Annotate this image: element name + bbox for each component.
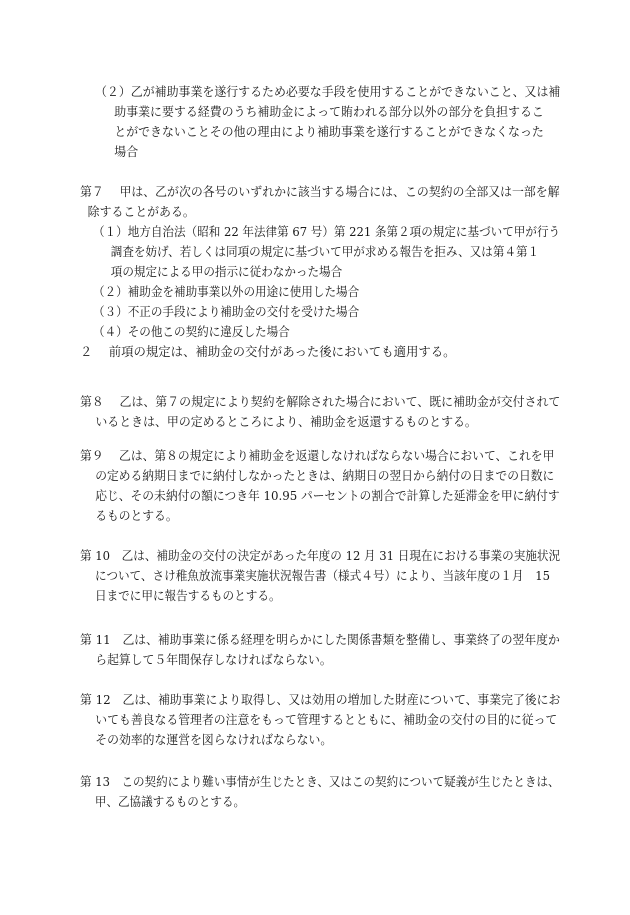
text-line: 第９ 乙は、第８の規定により補助金を返還しなければならない場合において、これを甲 <box>80 448 555 463</box>
article-13 <box>80 772 595 812</box>
text-line: の定める納期日までに納付しなかったときは、納期日の翌日から納付の日までの日数に <box>95 468 555 483</box>
text-line: 第 12 乙は、補助事業により取得し、又は効用の増加した財産について、事業完了後にお <box>80 692 561 707</box>
text-line: について、さけ稚魚放流事業実施状況報告書（様式４号）により、当該年度の１月 15 <box>94 568 550 583</box>
text-line: （２）乙が補助事業を遂行するため必要な手段を使用することができないこと、又は補 <box>95 84 561 99</box>
prior-item-2 <box>95 82 578 162</box>
article-8 <box>80 392 579 432</box>
text-line: 甲、乙協議するものとする。 <box>94 794 246 809</box>
text-line: ２ 前項の規定は、補助金の交付があった後においても適用する。 <box>80 344 456 359</box>
article-12 <box>80 690 582 750</box>
list-item: （２）補助金を補助事業以外の用途に使用した場合 <box>93 284 360 299</box>
text-line: 第 13 この契約により難い事情が生じたとき、又はこの契約について疑義が生じたときは、 <box>80 774 560 789</box>
article-7 <box>80 182 580 222</box>
text-line: 場合 <box>114 144 139 159</box>
article-7-items <box>93 222 593 342</box>
text-line: 第 11 乙は、補助事業に係る経理を明らかにした関係書類を整備し、事業終了の翌年度か <box>80 632 560 647</box>
text-line: いても善良なる管理者の注意をもって管理するとともに、補助金の交付の目的に従って <box>95 712 558 727</box>
text-line: その効率的な運営を図らなければならない。 <box>95 732 333 747</box>
text-line: 第８ 乙は、第７の規定により契約を解除された場合において、既に補助金が交付されて <box>80 394 561 409</box>
text-line: るものとする。 <box>95 508 178 523</box>
text-line: 第 10 乙は、補助金の交付の決定があった年度の 12 月 31 日現在における事業の実施状況 <box>80 548 561 563</box>
text-line: 除することがある。 <box>87 204 195 219</box>
list-item: （４）その他この契約に違反した場合 <box>93 324 290 339</box>
text-line: 調査を妨げ、若しくは同項の規定に基づいて甲が求める報告を拒み、又は第４第１ <box>110 244 540 259</box>
text-line: いるときは、甲の定めるところにより、補助金を返還するものとする。 <box>95 414 477 429</box>
text-line: とができないことその他の理由により補助事業を遂行することができなくなった <box>114 124 544 139</box>
text-line: 応じ、その未納付の額につき年 10.95 パーセントの割合で計算した延滞金を甲に納付す <box>95 488 560 503</box>
article-7-paragraph-2 <box>80 342 456 362</box>
text-line: 日までに甲に報告するものとする。 <box>94 588 281 603</box>
text-line: ら起算して５年間保存しなければならない。 <box>95 652 332 667</box>
article-10 <box>80 546 593 606</box>
article-9 <box>80 446 585 526</box>
text-line: 第７ 甲は、乙が次の各号のいずれかに該当する場合には、この契約の全部又は一部を解 <box>80 184 560 199</box>
text-line: 助事業に要する経費のうち補助金によって賄われる部分以外の部分を負担するこ <box>114 104 544 119</box>
list-item: （１）地方自治法（昭和 22 年法律第 67 号）第 221 条第２項の規定に基づいて甲が行う <box>93 224 561 239</box>
article-11 <box>80 630 583 670</box>
list-item: （３）不正の手段により補助金の交付を受けた場合 <box>93 304 360 319</box>
text-line: 項の規定による甲の指示に従わなかった場合 <box>110 264 343 279</box>
